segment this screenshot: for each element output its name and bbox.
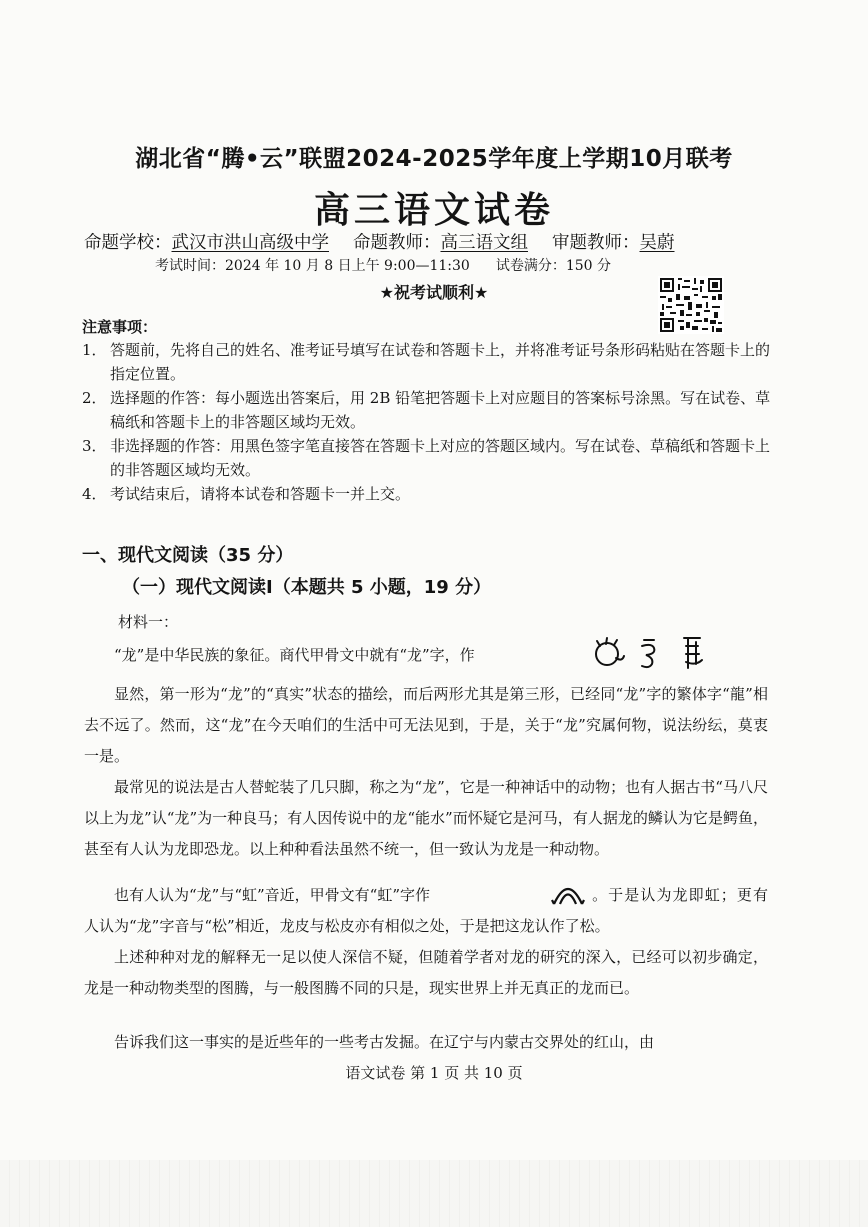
paragraph: 最常见的说法是古人替蛇装了几只脚，称之为“龙”，它是一种神话中的动物；也有人据古书“马八尺以上为龙”认“龙”为一种良马；有人因传说中的龙“能水”而怀疑它是河马，有人据龙的鳞认为它是鳄鱼，甚至有人认为龙即恐龙。以上种种看法虽然不统一，但一致认为龙是一种动物。 — [84, 778, 768, 858]
school-label: 命题学校： — [84, 233, 172, 253]
paragraph: 告诉我们这一事实的是近些年的一些考古发掘。在辽宁与内蒙古交界处的红山，由 — [114, 1033, 655, 1051]
note-item — [82, 482, 772, 506]
notes-heading: 注意事项： — [82, 318, 158, 336]
note-number: 3． — [82, 437, 107, 455]
exam-time: 考试时间：2024 年 10 月 8 日上午 9:00—11:30 — [155, 258, 470, 274]
note-text: 选择题的作答：每小题选出答案后，用 2B 铅笔把答题卡上对应题目的答案标号涂黑。写在试卷、草稿纸和答题卡上的非答题区域均无效。 — [110, 389, 771, 431]
blessing-text: ★祝考试顺利★ — [379, 283, 489, 302]
note-item — [82, 338, 772, 386]
author-label: 命题教师： — [353, 233, 441, 253]
proposer-info-row — [84, 229, 784, 254]
note-text: 答题前，先将自己的姓名、准考证号填写在试卷和答题卡上，并将准考证号条形码粘贴在答题卡上的指定位置。 — [110, 341, 771, 383]
exam-top-title: 湖北省“腾•云”联盟2024-2025学年度上学期10月联考 — [135, 146, 733, 172]
full-score: 试卷满分：150 分 — [495, 258, 612, 274]
reviewer-name: 吴蔚 — [639, 233, 675, 253]
paragraph: 上述种种对龙的解释无一足以使人深信不疑，但随着学者对龙的研究的深入，已经可以初步确定，龙是一种动物类型的图腾，与一般图腾不同的只是，现实世界上并无真正的龙而已。 — [84, 948, 768, 997]
note-text: 考试结束后，请将本试卷和答题卡一并上交。 — [110, 485, 411, 503]
scan-artifact-strip — [0, 1160, 868, 1227]
note-item — [82, 386, 772, 434]
exam-main-title: 高三语文试卷 — [313, 190, 554, 231]
page-footer: 语文试卷 第 1 页 共 10 页 — [345, 1064, 523, 1082]
paragraph-tail: 。于是认为龙即虹；更有人认为“龙”字音与“松”相近，龙皮与松皮亦有相似之处，于是把这龙认作了松。 — [84, 886, 768, 935]
paragraph: “龙”是中华民族的象征。商代甲骨文中就有“龙”字，作 — [114, 646, 475, 664]
note-item — [82, 434, 772, 482]
subsection-heading: （一）现代文阅读Ⅰ（本题共 5 小题，19 分） — [122, 577, 492, 598]
note-number: 2． — [82, 389, 107, 407]
paragraph: 也有人认为“龙”与“虹”音近，甲骨文有“虹”字作 — [114, 886, 431, 904]
material-label: 材料一： — [118, 613, 179, 631]
school-name: 武汉市洪山高级中学 — [171, 233, 329, 253]
exam-time-row — [155, 255, 611, 275]
paragraph-continued — [84, 880, 768, 942]
oracle-bone-dragon-glyphs — [592, 632, 722, 672]
qr-code — [658, 276, 724, 334]
section-heading: 一、现代文阅读（35 分） — [82, 545, 294, 566]
note-number: 4． — [82, 485, 107, 503]
author-name: 高三语文组 — [440, 233, 528, 253]
note-number: 1． — [82, 341, 107, 359]
note-text: 非选择题的作答：用黑色签字笔直接答在答题卡上对应的答题区域内。写在试卷、草稿纸和答题卡上的非答题区域均无效。 — [110, 437, 771, 479]
paragraph: 显然，第一形为“龙”的“真实”状态的描绘，而后两形尤其是第三形，已经同“龙”字的繁体字“龍”相去不远了。然而，这“龙”在今天咱们的生活中可无法见到，于是，关于“龙”究属何物，说法纷纭，莫衷一是。 — [84, 685, 768, 765]
reviewer-label: 审题教师： — [552, 233, 640, 253]
